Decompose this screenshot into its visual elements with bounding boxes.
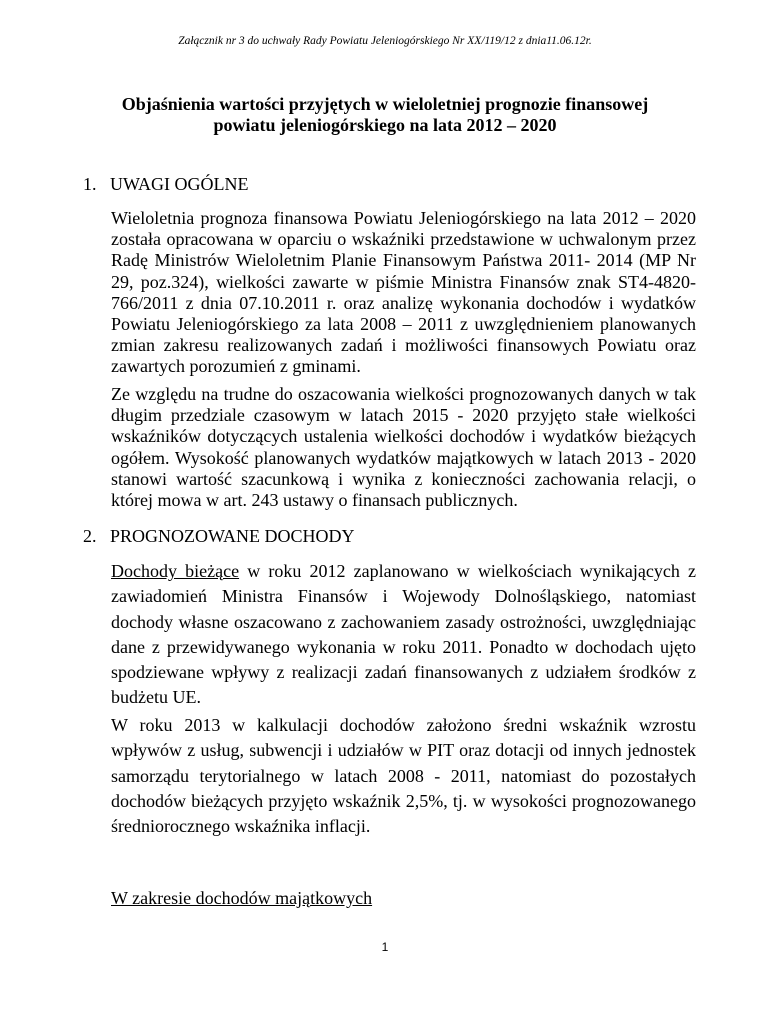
section-title: UWAGI OGÓLNE <box>110 174 249 194</box>
title-line-2: powiatu jeleniogórskiego na lata 2012 – 2020 <box>213 115 557 135</box>
subheading-capital-revenues <box>111 887 696 909</box>
current-revenues-term: Dochody bieżące <box>111 561 240 581</box>
page-number: 1 <box>381 940 389 954</box>
paragraph-2013-calculation: W roku 2013 w kalkulacji dochodów założono średni wskaźnik wzrostu wpływów z usług, subwencji i udziałów w PIT oraz dotacji od innych jednostek samorządu terytorialnego w latach 2008 - 2011, natomiast do pozostałych dochodów bieżących przyjęto wskaźnik 2,5%, tj. w wysokości prognozowanego średniorocznego wskaźnika inflacji. <box>111 715 696 837</box>
paragraph-general-2: Ze względu na trudne do oszacowania wielkości prognozowanych danych w tak długim przedziale czasowym w latach 2015 - 2020 przyjęto stałe wielkości wskaźników dotyczących ustalenia wielkości dochodów i wydatków bieżących ogółem. Wysokość planowanych wydatków majątkowych w latach 2013 - 2020 stanowi wartość szacunkową i wynika z konieczności zachowania relacji, o której mowa w art. 243 ustawy o finansach publicznych. <box>111 384 696 511</box>
section-number: 1. <box>83 174 97 194</box>
paragraph-general-1: Wieloletnia prognoza finansowa Powiatu Jeleniogórskiego na lata 2012 – 2020 została opracowana w oparciu o wskaźniki przedstawione w uchwalonym przez Radę Ministrów Wieloletnim Planie Finansowym Państwa 2011- 2014 (MP Nr 29, poz.324), wielkości zawarte w piśmie Ministra Finansów znak ST4-4820-766/2011 z dnia 07.10.2011 r. oraz analizę wykonania dochodów i wydatków Powiatu Jeleniogórskiego za lata 2008 – 2011 z uwzględnieniem planowanych zmian zakresu realizowanych zadań i możliwości finansowych Powiatu oraz zawartych porozumień z gminami. <box>111 208 696 377</box>
current-revenues-text: w roku 2012 zaplanowano w wielkościach wynikających z zawiadomień Ministra Finansów i Wojewody Dolnośląskiego, natomiast dochody własne oszacowano z zachowaniem zasady ostrożności, uwzględniając dane z przewidywanego wykonania w roku 2011. Ponadto w dochodach ujęto spodziewane wpływy z realizacji zadań finansowanych z udziałem środków z budżetu UE. <box>111 561 696 708</box>
section-number: 2. <box>83 526 97 546</box>
section-heading-general <box>83 173 248 195</box>
paragraph-current-revenues <box>111 559 696 711</box>
capital-revenues-term: W zakresie dochodów majątkowych <box>111 888 373 908</box>
title-line-1: Objaśnienia wartości przyjętych w wieloletniej prognozie finansowej <box>121 94 649 114</box>
section-heading-revenues <box>83 525 355 547</box>
attachment-note: Załącznik nr 3 do uchwały Rady Powiatu Jeleniogórskiego Nr XX/119/12 z dnia11.06.12r. <box>178 35 592 47</box>
section-title: PROGNOZOWANE DOCHODY <box>110 526 355 546</box>
document-title <box>60 94 710 136</box>
